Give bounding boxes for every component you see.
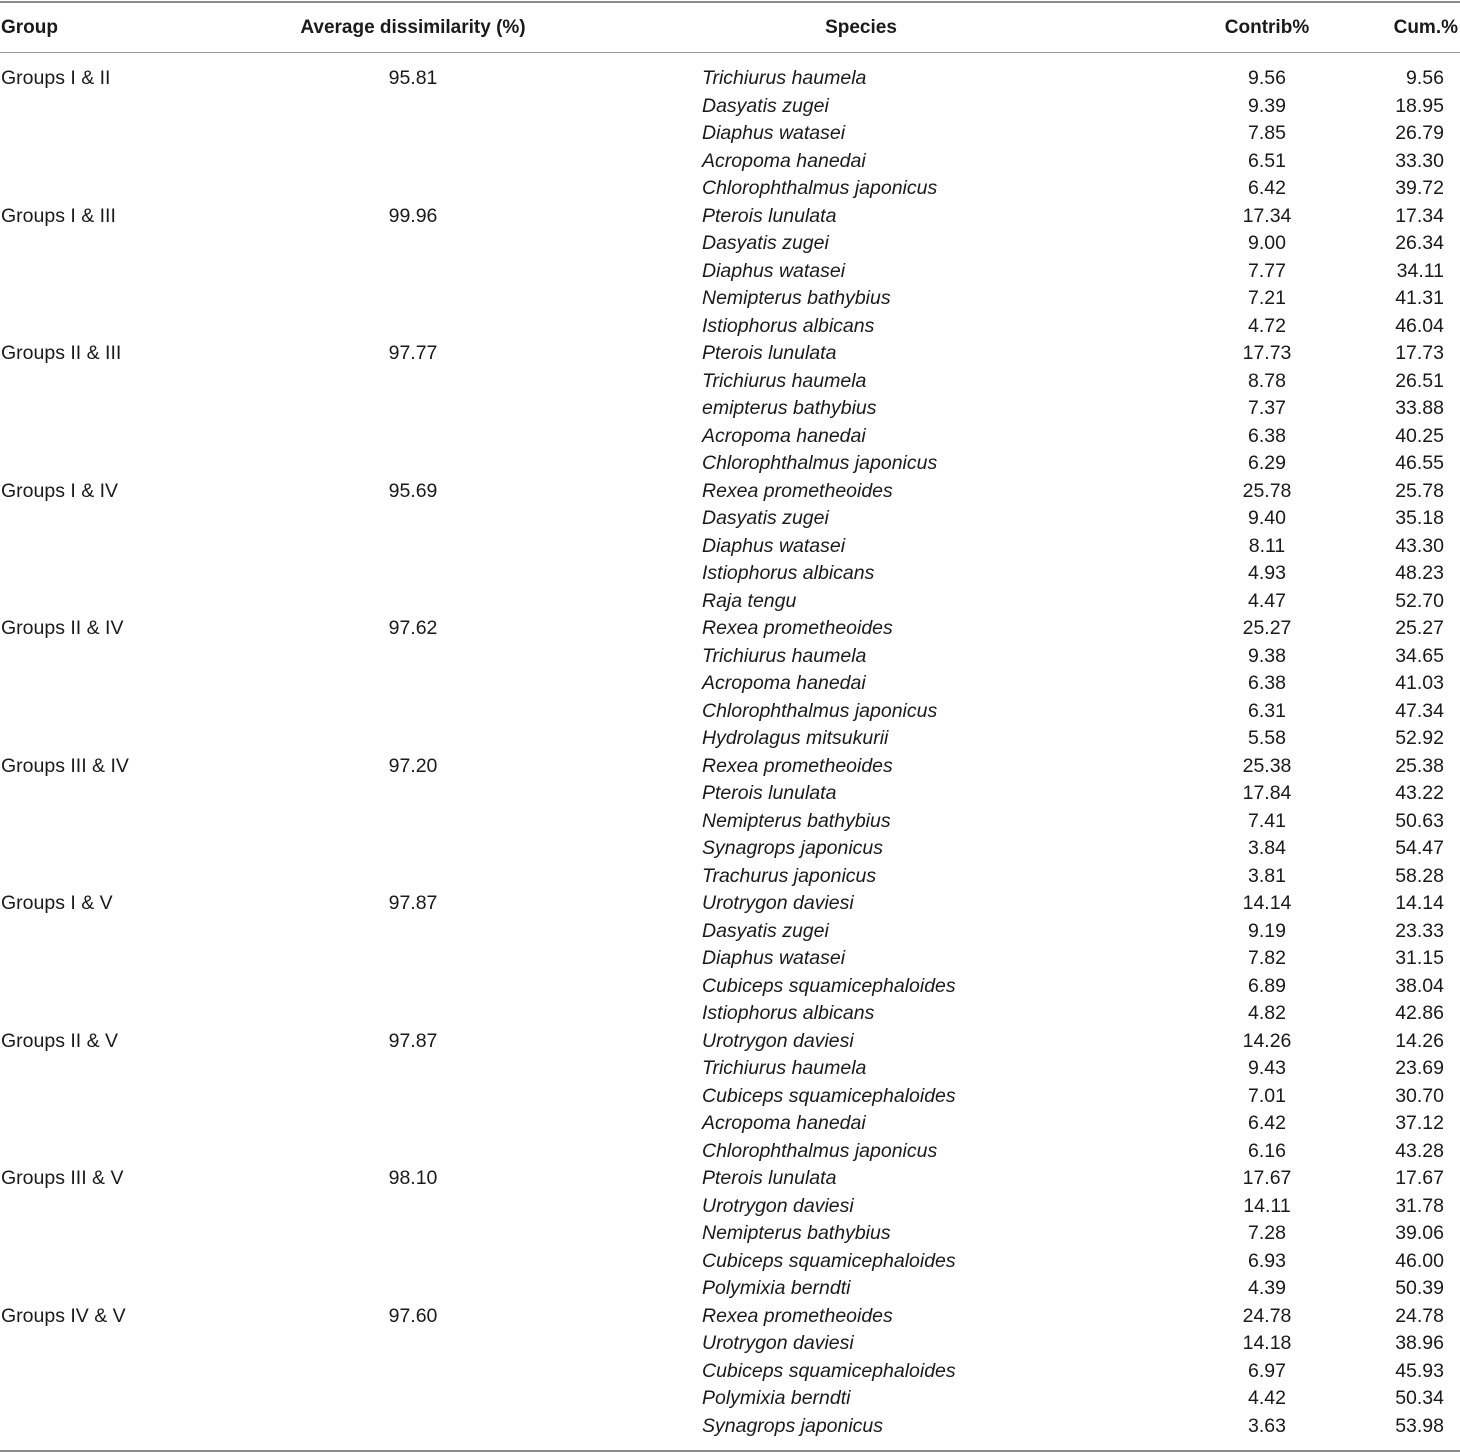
cumulative-cell: 34.11 <box>1396 259 1444 282</box>
group-cell: Groups I & IV <box>1 479 119 502</box>
species-cell <box>566 755 1156 778</box>
contrib-cell: 17.34 <box>1242 204 1292 227</box>
average-dissimilarity-cell: 97.77 <box>388 342 438 365</box>
species-name: Urotrygon daviesi <box>702 892 854 915</box>
cumulative-cell: 37.12 <box>1395 1112 1444 1135</box>
group-cell: Groups II & III <box>1 342 122 365</box>
species-cell <box>566 1195 1156 1218</box>
species-cell <box>566 287 1156 310</box>
species-cell <box>566 1085 1156 1108</box>
species-name: Cubiceps squamicephaloides <box>702 1084 956 1107</box>
species-cell <box>566 205 1156 228</box>
contrib-cell: 14.26 <box>1242 1029 1292 1052</box>
species-name: Istiophorus albicans <box>702 562 875 585</box>
contrib-cell: 7.28 <box>1248 1222 1286 1245</box>
contrib-cell: 9.00 <box>1248 232 1286 255</box>
contrib-cell: 7.41 <box>1248 809 1286 832</box>
contrib-cell: 7.21 <box>1248 287 1286 310</box>
table-row <box>0 1110 1460 1138</box>
contrib-cell: 6.42 <box>1248 177 1286 200</box>
average-dissimilarity-cell: 97.87 <box>388 892 438 915</box>
group-cell: Groups I & III <box>1 204 116 227</box>
species-cell <box>566 1387 1156 1410</box>
cumulative-cell: 42.86 <box>1395 1002 1444 1025</box>
species-name: Istiophorus albicans <box>702 1002 875 1025</box>
species-cell <box>566 1002 1156 1025</box>
table-row <box>0 863 1460 891</box>
table-row <box>0 395 1460 423</box>
contrib-cell: 6.51 <box>1248 149 1286 172</box>
table-row <box>0 1028 1460 1056</box>
species-name: Acropoma hanedai <box>702 149 866 172</box>
cumulative-cell: 9.56 <box>1406 67 1444 90</box>
contrib-cell: 14.11 <box>1243 1194 1291 1217</box>
cumulative-cell: 43.30 <box>1395 534 1444 557</box>
contrib-cell: 4.72 <box>1248 314 1286 337</box>
table-row <box>0 588 1460 616</box>
species-name: Acropoma hanedai <box>702 672 866 695</box>
contrib-cell: 4.42 <box>1248 1387 1286 1410</box>
contrib-cell: 25.27 <box>1242 617 1292 640</box>
header-group: Group <box>1 16 58 38</box>
average-dissimilarity-cell: 98.10 <box>388 1167 438 1190</box>
contrib-cell: 9.56 <box>1248 67 1286 90</box>
cumulative-cell: 52.70 <box>1395 589 1444 612</box>
table-row <box>0 230 1460 258</box>
cumulative-cell: 38.96 <box>1395 1332 1444 1355</box>
table-row <box>0 643 1460 671</box>
table-row <box>0 423 1460 451</box>
table-row <box>0 1248 1460 1276</box>
cumulative-cell: 26.79 <box>1395 122 1444 145</box>
species-name: Trichiurus haumela <box>702 644 867 667</box>
cumulative-cell: 24.78 <box>1395 1304 1444 1327</box>
species-cell <box>566 1112 1156 1135</box>
cumulative-cell: 50.34 <box>1395 1387 1444 1410</box>
table-row <box>0 340 1460 368</box>
contrib-cell: 4.82 <box>1248 1002 1286 1025</box>
species-name: Cubiceps squamicephaloides <box>702 974 956 997</box>
contrib-cell: 17.67 <box>1242 1167 1292 1190</box>
cumulative-cell: 39.72 <box>1395 177 1444 200</box>
cumulative-cell: 35.18 <box>1395 507 1444 530</box>
species-name: Rexea prometheoides <box>702 617 893 640</box>
species-name: emipterus bathybius <box>702 397 877 420</box>
species-cell <box>566 315 1156 338</box>
species-name: Chlorophthalmus japonicus <box>702 177 938 200</box>
contrib-cell: 4.39 <box>1248 1277 1286 1300</box>
species-name: Synagrops japonicus <box>702 837 884 860</box>
species-name: Dasyatis zugei <box>702 507 829 530</box>
header-species: Species <box>825 16 897 38</box>
contrib-cell: 14.14 <box>1242 892 1292 915</box>
table-row <box>0 1165 1460 1193</box>
species-name: Trichiurus haumela <box>702 67 867 90</box>
table-row <box>0 120 1460 148</box>
contrib-cell: 9.40 <box>1248 507 1286 530</box>
species-name: Diaphus watasei <box>702 122 846 145</box>
contrib-cell: 6.38 <box>1248 424 1286 447</box>
species-name: Urotrygon daviesi <box>702 1029 854 1052</box>
table-row <box>0 1138 1460 1166</box>
cumulative-cell: 43.28 <box>1395 1139 1444 1162</box>
table-row <box>0 1330 1460 1358</box>
species-name: Acropoma hanedai <box>702 1112 866 1135</box>
species-name: Urotrygon daviesi <box>702 1194 854 1217</box>
table-row <box>0 258 1460 286</box>
species-cell <box>566 535 1156 558</box>
group-cell: Groups II & IV <box>1 617 124 640</box>
header-contrib: Contrib% <box>1224 16 1310 38</box>
species-name: Dasyatis zugei <box>702 94 829 117</box>
cumulative-cell: 45.93 <box>1395 1359 1444 1382</box>
contrib-cell: 25.78 <box>1242 479 1292 502</box>
species-cell <box>566 645 1156 668</box>
contrib-cell: 8.11 <box>1248 534 1286 557</box>
species-name: Rexea prometheoides <box>702 1304 893 1327</box>
cumulative-cell: 47.34 <box>1395 699 1444 722</box>
species-cell <box>566 150 1156 173</box>
table-row <box>0 148 1460 176</box>
contrib-cell: 7.82 <box>1248 947 1286 970</box>
header-cumulative: Cum.% <box>1393 16 1458 38</box>
average-dissimilarity-cell: 97.60 <box>388 1304 438 1327</box>
cumulative-cell: 50.39 <box>1395 1277 1444 1300</box>
species-name: Raja tengu <box>702 589 797 612</box>
dissimilarity-table <box>0 1 1460 1452</box>
species-cell <box>566 1305 1156 1328</box>
table-row <box>0 698 1460 726</box>
contrib-cell: 3.84 <box>1248 837 1286 860</box>
species-name: Pterois lunulata <box>702 1167 837 1190</box>
table-row <box>0 918 1460 946</box>
contrib-cell: 9.39 <box>1248 94 1286 117</box>
species-cell <box>566 122 1156 145</box>
species-name: Rexea prometheoides <box>702 754 893 777</box>
cumulative-cell: 30.70 <box>1395 1084 1444 1107</box>
cumulative-cell: 39.06 <box>1395 1222 1444 1245</box>
cumulative-cell: 38.04 <box>1395 974 1444 997</box>
table-row <box>0 890 1460 918</box>
contrib-cell: 4.93 <box>1248 562 1286 585</box>
species-name: Pterois lunulata <box>702 782 837 805</box>
cumulative-cell: 25.38 <box>1395 754 1444 777</box>
species-cell <box>566 1250 1156 1273</box>
species-name: Pterois lunulata <box>702 204 837 227</box>
species-name: Cubiceps squamicephaloides <box>702 1359 956 1382</box>
contrib-cell: 7.37 <box>1248 397 1286 420</box>
contrib-cell: 3.81 <box>1248 864 1286 887</box>
species-name: Dasyatis zugei <box>702 232 829 255</box>
group-cell: Groups I & V <box>1 892 113 915</box>
contrib-cell: 3.63 <box>1248 1414 1286 1437</box>
cumulative-cell: 25.27 <box>1395 617 1444 640</box>
species-name: Cubiceps squamicephaloides <box>702 1249 956 1272</box>
species-name: Acropoma hanedai <box>702 424 866 447</box>
table-row <box>0 1083 1460 1111</box>
table-row <box>0 725 1460 753</box>
species-cell <box>566 342 1156 365</box>
contrib-cell: 6.16 <box>1248 1139 1286 1162</box>
species-name: Chlorophthalmus japonicus <box>702 452 938 475</box>
cumulative-cell: 14.14 <box>1395 892 1444 915</box>
species-cell <box>566 1167 1156 1190</box>
cumulative-cell: 18.95 <box>1395 94 1444 117</box>
table-row <box>0 1303 1460 1331</box>
table-row <box>0 1055 1460 1083</box>
species-cell <box>566 177 1156 200</box>
species-cell <box>566 260 1156 283</box>
table-row <box>0 973 1460 1001</box>
contrib-cell: 7.01 <box>1248 1084 1286 1107</box>
cumulative-cell: 50.63 <box>1395 809 1444 832</box>
species-cell <box>566 397 1156 420</box>
contrib-cell: 5.58 <box>1248 727 1286 750</box>
species-cell <box>566 425 1156 448</box>
group-cell: Groups III & IV <box>1 754 129 777</box>
contrib-cell: 7.85 <box>1248 122 1286 145</box>
average-dissimilarity-cell: 95.81 <box>388 67 438 90</box>
table-row <box>0 808 1460 836</box>
species-name: Nemipterus bathybius <box>702 1222 891 1245</box>
species-cell <box>566 947 1156 970</box>
species-name: Polymixia berndti <box>702 1387 851 1410</box>
contrib-cell: 6.89 <box>1248 974 1286 997</box>
species-name: Trachurus japonicus <box>702 864 877 887</box>
cumulative-cell: 17.34 <box>1395 204 1444 227</box>
cumulative-cell: 23.33 <box>1395 919 1444 942</box>
table-row <box>0 615 1460 643</box>
table-row <box>0 203 1460 231</box>
contrib-cell: 4.47 <box>1248 589 1286 612</box>
species-cell <box>566 67 1156 90</box>
contrib-cell: 24.78 <box>1242 1304 1292 1327</box>
header-average-dissimilarity: Average dissimilarity (%) <box>300 16 526 38</box>
species-name: Synagrops japonicus <box>702 1414 884 1437</box>
table-body <box>0 53 1460 1450</box>
average-dissimilarity-cell: 97.62 <box>388 617 438 640</box>
average-dissimilarity-cell: 97.87 <box>388 1029 438 1052</box>
species-cell <box>566 617 1156 640</box>
cumulative-cell: 26.34 <box>1395 232 1444 255</box>
table-row <box>0 450 1460 478</box>
table-row <box>0 175 1460 203</box>
contrib-cell: 7.77 <box>1248 259 1286 282</box>
table-row <box>0 65 1460 93</box>
species-name: Diaphus watasei <box>702 259 846 282</box>
species-cell <box>566 810 1156 833</box>
species-name: Rexea prometheoides <box>702 479 893 502</box>
group-cell: Groups IV & V <box>1 1304 126 1327</box>
cumulative-cell: 41.03 <box>1395 672 1444 695</box>
table-row <box>0 533 1460 561</box>
species-cell <box>566 452 1156 475</box>
cumulative-cell: 41.31 <box>1395 287 1444 310</box>
cumulative-cell: 58.28 <box>1395 864 1444 887</box>
table-row <box>0 1275 1460 1303</box>
contrib-cell: 17.73 <box>1242 342 1292 365</box>
table-row <box>0 1358 1460 1386</box>
cumulative-cell: 46.04 <box>1395 314 1444 337</box>
average-dissimilarity-cell: 99.96 <box>388 204 438 227</box>
table-row <box>0 505 1460 533</box>
species-cell <box>566 232 1156 255</box>
table-row <box>0 1220 1460 1248</box>
table-row <box>0 478 1460 506</box>
table-row <box>0 753 1460 781</box>
contrib-cell: 14.18 <box>1242 1332 1292 1355</box>
table-row <box>0 313 1460 341</box>
cumulative-cell: 25.78 <box>1395 479 1444 502</box>
table-row <box>0 285 1460 313</box>
contrib-cell: 6.97 <box>1248 1359 1286 1382</box>
cumulative-cell: 23.69 <box>1395 1057 1444 1080</box>
cumulative-cell: 53.98 <box>1395 1414 1444 1437</box>
species-name: Nemipterus bathybius <box>702 809 891 832</box>
contrib-cell: 25.38 <box>1242 754 1292 777</box>
table-row <box>0 945 1460 973</box>
species-cell <box>566 562 1156 585</box>
contrib-cell: 17.84 <box>1242 782 1292 805</box>
table-row <box>0 670 1460 698</box>
table-row <box>0 1385 1460 1413</box>
cumulative-cell: 17.73 <box>1395 342 1444 365</box>
species-name: Polymixia berndti <box>702 1277 851 1300</box>
species-cell <box>566 1332 1156 1355</box>
species-cell <box>566 920 1156 943</box>
cumulative-cell: 26.51 <box>1395 369 1444 392</box>
table-row <box>0 368 1460 396</box>
species-name: Chlorophthalmus japonicus <box>702 1139 938 1162</box>
table-row <box>0 1413 1460 1441</box>
cumulative-cell: 33.30 <box>1395 149 1444 172</box>
table-row <box>0 1000 1460 1028</box>
species-cell <box>566 95 1156 118</box>
species-cell <box>566 975 1156 998</box>
species-name: Diaphus watasei <box>702 534 846 557</box>
contrib-cell: 9.38 <box>1248 644 1286 667</box>
cumulative-cell: 31.15 <box>1395 947 1444 970</box>
species-name: Hydrolagus mitsukurii <box>702 727 889 750</box>
group-cell: Groups I & II <box>1 67 111 90</box>
table-header-row <box>0 3 1460 52</box>
table-row <box>0 780 1460 808</box>
species-name: Urotrygon daviesi <box>702 1332 854 1355</box>
group-cell: Groups II & V <box>1 1029 119 1052</box>
table-row <box>0 560 1460 588</box>
species-name: Pterois lunulata <box>702 342 837 365</box>
species-cell <box>566 1277 1156 1300</box>
species-name: Chlorophthalmus japonicus <box>702 699 938 722</box>
species-cell <box>566 1140 1156 1163</box>
contrib-cell: 9.43 <box>1248 1057 1286 1080</box>
species-cell <box>566 837 1156 860</box>
species-name: Diaphus watasei <box>702 947 846 970</box>
cumulative-cell: 43.22 <box>1395 782 1444 805</box>
cumulative-cell: 46.55 <box>1395 452 1444 475</box>
species-cell <box>566 1415 1156 1438</box>
species-cell <box>566 1030 1156 1053</box>
species-name: Nemipterus bathybius <box>702 287 891 310</box>
species-cell <box>566 1057 1156 1080</box>
cumulative-cell: 48.23 <box>1395 562 1444 585</box>
contrib-cell: 6.42 <box>1248 1112 1286 1135</box>
species-name: Trichiurus haumela <box>702 369 867 392</box>
cumulative-cell: 52.92 <box>1395 727 1444 750</box>
species-cell <box>566 1360 1156 1383</box>
average-dissimilarity-cell: 95.69 <box>388 479 438 502</box>
species-name: Trichiurus haumela <box>702 1057 867 1080</box>
species-cell <box>566 507 1156 530</box>
cumulative-cell: 17.67 <box>1395 1167 1444 1190</box>
species-cell <box>566 590 1156 613</box>
species-cell <box>566 892 1156 915</box>
group-cell: Groups III & V <box>1 1167 124 1190</box>
table-row <box>0 1193 1460 1221</box>
cumulative-cell: 46.00 <box>1395 1249 1444 1272</box>
contrib-cell: 8.78 <box>1248 369 1286 392</box>
cumulative-cell: 31.78 <box>1395 1194 1444 1217</box>
species-name: Dasyatis zugei <box>702 919 829 942</box>
species-cell <box>566 865 1156 888</box>
table-row <box>0 835 1460 863</box>
species-cell <box>566 727 1156 750</box>
cumulative-cell: 14.26 <box>1395 1029 1444 1052</box>
species-cell <box>566 1222 1156 1245</box>
species-cell <box>566 782 1156 805</box>
species-cell <box>566 672 1156 695</box>
contrib-cell: 9.19 <box>1248 919 1286 942</box>
contrib-cell: 6.38 <box>1248 672 1286 695</box>
contrib-cell: 6.29 <box>1248 452 1286 475</box>
cumulative-cell: 54.47 <box>1395 837 1444 860</box>
species-cell <box>566 370 1156 393</box>
cumulative-cell: 40.25 <box>1395 424 1444 447</box>
cumulative-cell: 34.65 <box>1395 644 1444 667</box>
species-cell <box>566 480 1156 503</box>
average-dissimilarity-cell: 97.20 <box>388 754 438 777</box>
species-name: Istiophorus albicans <box>702 314 875 337</box>
contrib-cell: 6.93 <box>1248 1249 1286 1272</box>
cumulative-cell: 33.88 <box>1395 397 1444 420</box>
table-row <box>0 93 1460 121</box>
contrib-cell: 6.31 <box>1248 699 1286 722</box>
species-cell <box>566 700 1156 723</box>
